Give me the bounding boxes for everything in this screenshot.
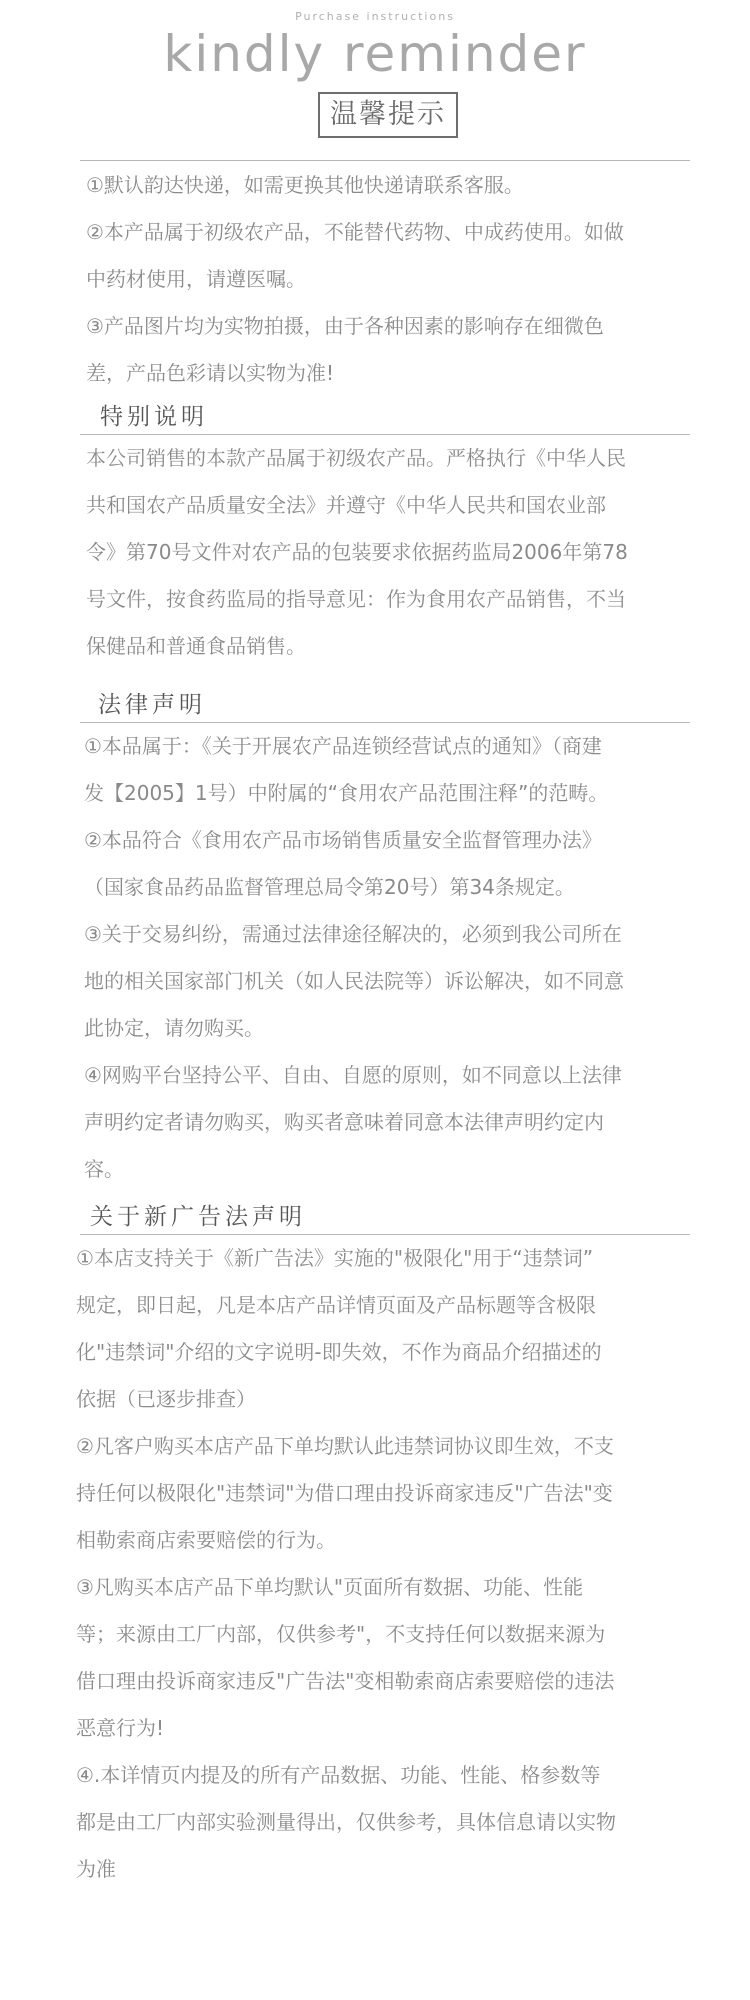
text-line: 差，产品色彩请以实物为准! — [86, 361, 335, 385]
text-line: 为准 — [76, 1857, 116, 1881]
text-line: 地的相关国家部门机关（如人民法院等）诉讼解决，如不同意 — [84, 969, 624, 993]
text-line: 借口理由投诉商家违反"广告法"变相勒索商店索要赔偿的违法 — [76, 1669, 615, 1693]
text-line: 声明约定者请勿购买，购买者意味着同意本法律声明约定内 — [84, 1110, 604, 1134]
section-title-legal: 法律声明 — [98, 692, 206, 718]
ad-law-text — [76, 1235, 616, 1893]
text-line: 本公司销售的本款产品属于初级农产品。严格执行《中华人民 — [86, 446, 626, 470]
text-line: 化"违禁词"介绍的文字说明-即失效，不作为商品介绍描述的 — [76, 1340, 602, 1364]
divider — [80, 160, 690, 161]
text-line: ③产品图片均为实物拍摄，由于各种因素的影响存在细微色 — [86, 314, 604, 338]
legal-text — [84, 723, 624, 1193]
text-line: 依据（已逐步排查） — [76, 1387, 256, 1411]
text-line: 号文件，按食药监局的指导意见：作为食用农产品销售，不当 — [86, 587, 626, 611]
reminder-text — [86, 162, 624, 397]
text-line: ③凡购买本店产品下单均默认"页面所有数据、功能、性能 — [76, 1575, 584, 1599]
text-line: 共和国农产品质量安全法》并遵守《中华人民共和国农业部 — [86, 493, 606, 517]
text-line: 发【2005】1号）中附属的“食用农产品范围注释”的范畴。 — [84, 781, 609, 805]
text-line: 持任何以极限化"违禁词"为借口理由投诉商家违反"广告法"变 — [76, 1481, 613, 1505]
text-line: 相勒索商店索要赔偿的行为。 — [76, 1528, 336, 1552]
subtitle-en: Purchase instructions — [295, 10, 455, 23]
text-line: 中药材使用，请遵医嘱。 — [86, 267, 306, 291]
text-line: ④网购平台坚持公平、自由、自愿的原则，如不同意以上法律 — [84, 1063, 622, 1087]
text-line: （国家食品药品监督管理总局令第20号）第34条规定。 — [84, 875, 575, 899]
text-line: ②凡客户购买本店产品下单均默认此违禁词协议即生效，不支 — [76, 1434, 614, 1458]
text-line: ①本店支持关于《新广告法》实施的"极限化"用于“违禁词” — [76, 1246, 594, 1270]
text-line: ④.本详情页内提及的所有产品数据、功能、性能、格参数等 — [76, 1763, 601, 1787]
page-title-cn: 温馨提示 — [318, 92, 458, 138]
text-line: 恶意行为! — [76, 1716, 165, 1740]
text-line: ③关于交易纠纷，需通过法律途径解决的，必须到我公司所在 — [84, 922, 622, 946]
text-line: ②本品符合《食用农产品市场销售质量安全监督管理办法》 — [84, 828, 602, 852]
text-line: 规定，即日起，凡是本店产品详情页面及产品标题等含极限 — [76, 1293, 596, 1317]
section-title-special: 特别说明 — [100, 404, 208, 430]
text-line: 此协定，请勿购买。 — [84, 1016, 264, 1040]
text-line: 等；来源由工厂内部，仅供参考"，不支持任何以数据来源为 — [76, 1622, 606, 1646]
section-title-ad-law: 关于新广告法声明 — [90, 1204, 306, 1230]
text-line: 都是由工厂内部实验测量得出，仅供参考，具体信息请以实物 — [76, 1810, 616, 1834]
text-line: ①默认韵达快递，如需更换其他快递请联系客服。 — [86, 173, 524, 197]
text-line: 保健品和普通食品销售。 — [86, 634, 306, 658]
text-line: ①本品属于：《关于开展农产品连锁经营试点的通知》（商建 — [84, 734, 602, 758]
page-title-en: kindly reminder — [163, 25, 587, 83]
text-line: 容。 — [84, 1157, 124, 1181]
text-line: 令》第70号文件对农产品的包装要求依据药监局2006年第78 — [86, 540, 628, 564]
text-line: ②本产品属于初级农产品，不能替代药物、中成药使用。如做 — [86, 220, 624, 244]
special-text — [86, 435, 628, 670]
